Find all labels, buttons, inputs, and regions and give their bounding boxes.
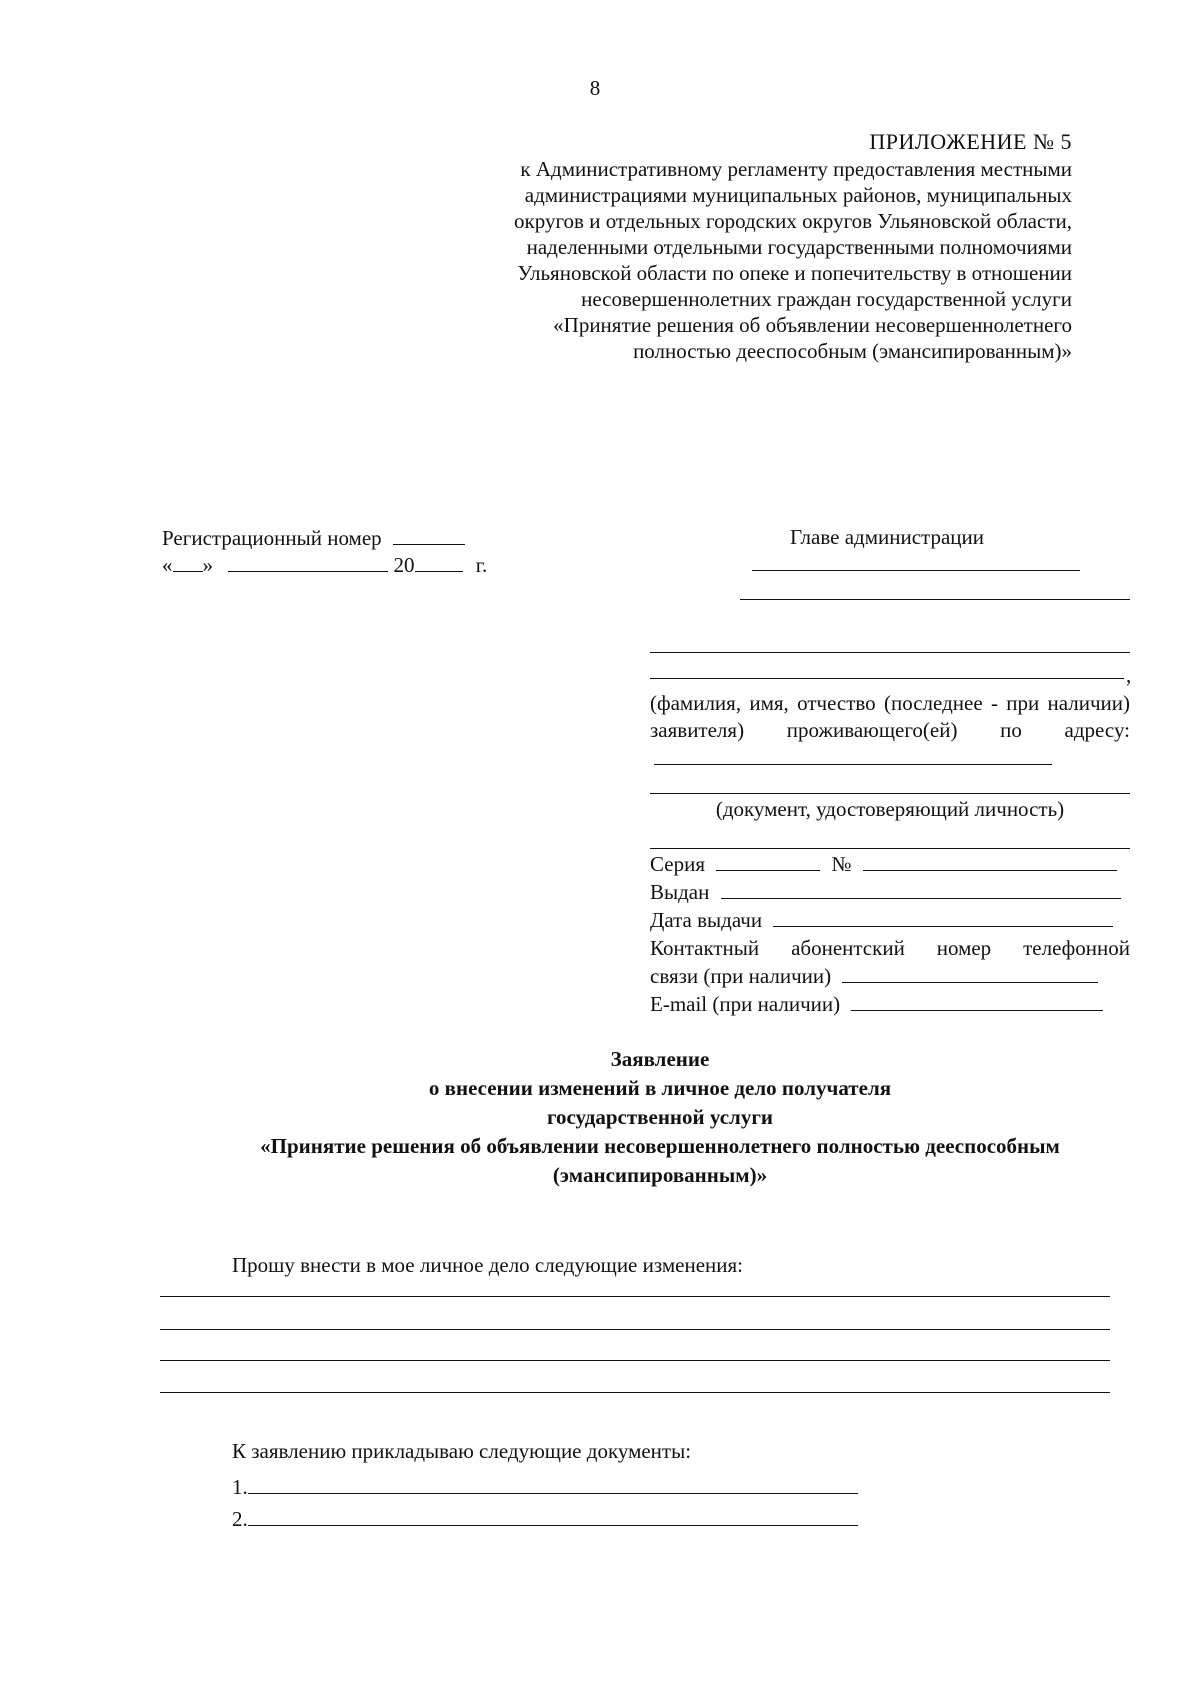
document-line[interactable]	[650, 848, 1130, 849]
number-label: №	[831, 852, 852, 876]
title-line-2: о внесении изменений в личное дело получателя	[428, 1076, 892, 1100]
issue-date-row	[650, 906, 1130, 934]
attachment-item	[232, 1503, 858, 1535]
series-field[interactable]	[716, 850, 820, 871]
email-field[interactable]	[851, 990, 1103, 1011]
addressee-line-4[interactable]	[650, 678, 1124, 679]
attachment-item-field[interactable]	[248, 1473, 858, 1494]
address-label: адресу:	[1064, 718, 1130, 742]
changes-line-2[interactable]	[160, 1329, 1110, 1330]
registration-block	[162, 524, 487, 578]
issued-row	[650, 878, 1130, 906]
date-close-quote: »	[202, 553, 213, 577]
date-year-prefix: 20	[393, 553, 415, 577]
number-field[interactable]	[863, 850, 1117, 871]
phone-label-row: Контактный абонентский номер телефонной	[650, 936, 1130, 960]
addressee-label: Главе администрации	[790, 525, 985, 549]
address-line-2[interactable]	[650, 793, 1130, 794]
title-line-3: государственной услуги	[547, 1105, 773, 1129]
registration-number-field[interactable]	[393, 524, 465, 545]
attachments-list	[232, 1471, 858, 1535]
series-label: Серия	[650, 852, 705, 876]
request-text: Прошу внести в мое личное дело следующие изменения:	[232, 1253, 744, 1277]
document-note: (документ, удостоверяющий личность)	[715, 797, 1065, 821]
attachment-item	[232, 1471, 858, 1503]
issued-label: Выдан	[650, 880, 710, 904]
title-line-5: (эмансипированным)»	[552, 1163, 768, 1187]
registration-date-row	[162, 551, 487, 578]
document-fields	[650, 850, 1130, 1018]
document-title	[160, 1045, 1160, 1190]
date-year-field[interactable]	[415, 551, 463, 572]
addressee-line-1[interactable]	[752, 570, 1080, 571]
changes-line-3[interactable]	[160, 1360, 1110, 1361]
address-field[interactable]	[654, 744, 1052, 765]
attachment-item-field[interactable]	[248, 1505, 858, 1526]
series-row	[650, 850, 1130, 878]
attachment-item-number: 1.	[232, 1475, 248, 1499]
attachment-item-number: 2.	[232, 1507, 248, 1531]
issue-date-label: Дата выдачи	[650, 908, 763, 932]
title-line-1: Заявление	[610, 1047, 710, 1071]
applicant-description	[650, 690, 1130, 772]
date-day-field[interactable]	[173, 551, 203, 572]
registration-number-row	[162, 524, 487, 551]
email-label: E-mail (при наличии)	[650, 992, 841, 1016]
applicant-description-text: (фамилия, имя, отчество (последнее - при наличии) заявителя) проживающего(ей) по	[650, 691, 1130, 742]
date-year-suffix: г.	[475, 553, 488, 577]
page-number: 8	[589, 76, 601, 100]
title-line-4: «Принятие решения об объявлении несовершеннолетнего полностью дееспособным	[260, 1134, 1060, 1158]
addressee-line-3[interactable]	[650, 652, 1130, 653]
changes-line-4[interactable]	[160, 1392, 1110, 1393]
phone-label: связи (при наличии)	[650, 964, 832, 988]
issued-field[interactable]	[721, 878, 1121, 899]
changes-line-1[interactable]	[160, 1296, 1110, 1297]
phone-row	[650, 962, 1130, 990]
date-month-field[interactable]	[228, 551, 388, 572]
addressee-comma: ,	[1126, 663, 1132, 687]
appendix-block	[512, 128, 1072, 364]
appendix-text: к Административному регламенту предоставления местными администрациями муниципальных районов, муниципальных округов и отдельных городских округов Ульяновской области, наделенными отдельными государственными полномочиями Ульяновской области по опеке и попечительству в отношении несовершеннолетних граждан государственной услуги «Принятие решения об объявлении несовершеннолетнего полностью дееспособным (эмансипированным)»	[514, 157, 1072, 363]
appendix-header: ПРИЛОЖЕНИЕ № 5	[869, 129, 1072, 154]
email-row	[650, 990, 1130, 1018]
date-open-quote: «	[162, 553, 173, 577]
phone-field[interactable]	[842, 962, 1098, 983]
addressee-line-2[interactable]	[740, 599, 1130, 600]
attachments-label: К заявлению прикладываю следующие документы:	[232, 1439, 692, 1463]
registration-number-label: Регистрационный номер	[162, 526, 382, 550]
issue-date-field[interactable]	[773, 906, 1113, 927]
